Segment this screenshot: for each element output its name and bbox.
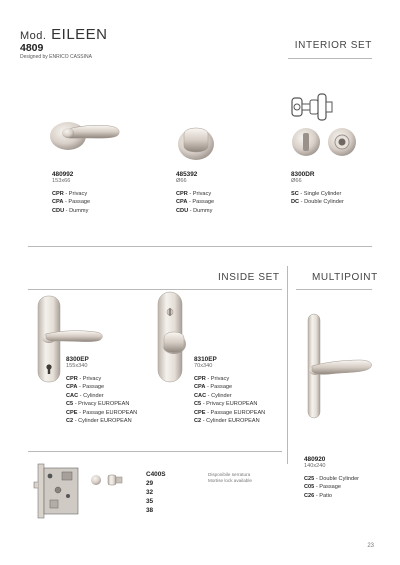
product-dimensions: 155x340 (66, 363, 88, 369)
feature-item: C2 - Cylinder EUROPEAN (194, 418, 260, 425)
cylinder-image (90, 472, 124, 488)
feature-item: CPE - Passage EUROPEAN (194, 409, 266, 416)
feature-item: CPR - Privacy (194, 376, 230, 382)
feature-item: CPA - Passage (176, 199, 215, 206)
feature-item: C2 - Cylinder EUROPEAN (66, 418, 132, 425)
feature-item: SC - Single Cylinder (291, 191, 342, 197)
feature-item: CPA - Passage (66, 384, 105, 391)
feature-list (52, 190, 90, 215)
mortise-lock-image (36, 462, 82, 520)
section-title-multipoint: MULTIPOINT (312, 272, 378, 283)
feature-item: CAC - Cylinder (194, 392, 232, 399)
page-number: 23 (367, 543, 374, 549)
feature-list (176, 190, 214, 215)
interior-rule (288, 58, 372, 59)
feature-item: CPA - Passage (194, 384, 233, 391)
feature-item: CPR - Privacy (66, 376, 102, 382)
deadbolt-rose-image (290, 126, 360, 160)
product-dimensions: 153x66 (52, 178, 71, 184)
lock-info (146, 471, 166, 514)
lock-size: 32 (146, 489, 154, 496)
designer-credit: Designed by ENRICO CASSINA (20, 54, 92, 60)
model-name: EILEEN (51, 26, 108, 43)
feature-list (291, 190, 344, 207)
feature-item: CPE - Passage EUROPEAN (66, 409, 138, 416)
lever-rose-image (44, 112, 124, 162)
product-code: 485392 (176, 171, 198, 178)
lock-note-en: Mortise lock available (208, 478, 252, 484)
feature-item: CAC - Cylinder (66, 392, 104, 399)
feature-item: CPR - Privacy (176, 191, 212, 197)
product-8310EP (194, 356, 265, 425)
lock-note-it: Disponibile serratura (208, 472, 251, 477)
product-485392 (176, 171, 214, 215)
lock-size: 29 (146, 480, 154, 487)
feature-item: CDU - Dummy (52, 207, 89, 214)
product-dimensions: Ø66 (291, 178, 302, 184)
product-8300EP (66, 356, 137, 425)
section-title-inside: INSIDE SET (218, 272, 280, 283)
section-title-interior: INTERIOR SET (294, 40, 372, 51)
thumbturn-image (290, 92, 336, 122)
product-dimensions: Ø66 (176, 178, 187, 184)
feature-list (194, 375, 265, 425)
inside-bottom-rule (28, 451, 282, 452)
knob-image (176, 122, 216, 164)
feature-item: C5 - Privacy EUROPEAN (66, 401, 130, 408)
product-code: 8300DR (291, 171, 315, 178)
feature-item: CPA - Passage (52, 199, 91, 206)
product-code: 480920 (304, 456, 326, 463)
model-number: 4809 (20, 42, 44, 54)
lock-size: 38 (146, 507, 154, 514)
product-dimensions: 70x340 (194, 363, 213, 369)
lock-note (208, 472, 252, 485)
feature-list (66, 375, 137, 425)
multipoint-lever-image (304, 312, 378, 422)
lock-size: 35 (146, 498, 154, 505)
feature-item: CDU - Dummy (176, 207, 213, 214)
feature-item: DC - Double Cylinder (291, 199, 344, 206)
feature-item: C25 - Double Cylinder (304, 476, 360, 482)
feature-item: CPR - Privacy (52, 191, 88, 197)
mod-prefix: Mod. (20, 30, 47, 42)
model-title (20, 26, 108, 43)
multipoint-rule (296, 289, 372, 290)
feature-item: C26 - Patio (304, 492, 332, 499)
product-code: 8310EP (194, 356, 217, 363)
product-code: 8300EP (66, 356, 89, 363)
feature-item: C05 - Passage (304, 484, 342, 491)
column-divider (287, 266, 288, 464)
product-code: 480992 (52, 171, 74, 178)
feature-item: C5 - Privacy EUROPEAN (194, 401, 258, 408)
product-480992 (52, 171, 90, 215)
backplate-knob-image (156, 290, 190, 384)
lock-code: C400S (146, 471, 166, 478)
feature-list (304, 475, 359, 500)
product-8300DR (291, 171, 344, 207)
interior-bottom-rule (28, 246, 372, 247)
inside-rule (28, 289, 282, 290)
product-480920 (304, 456, 359, 500)
product-dimensions: 140x240 (304, 463, 326, 469)
